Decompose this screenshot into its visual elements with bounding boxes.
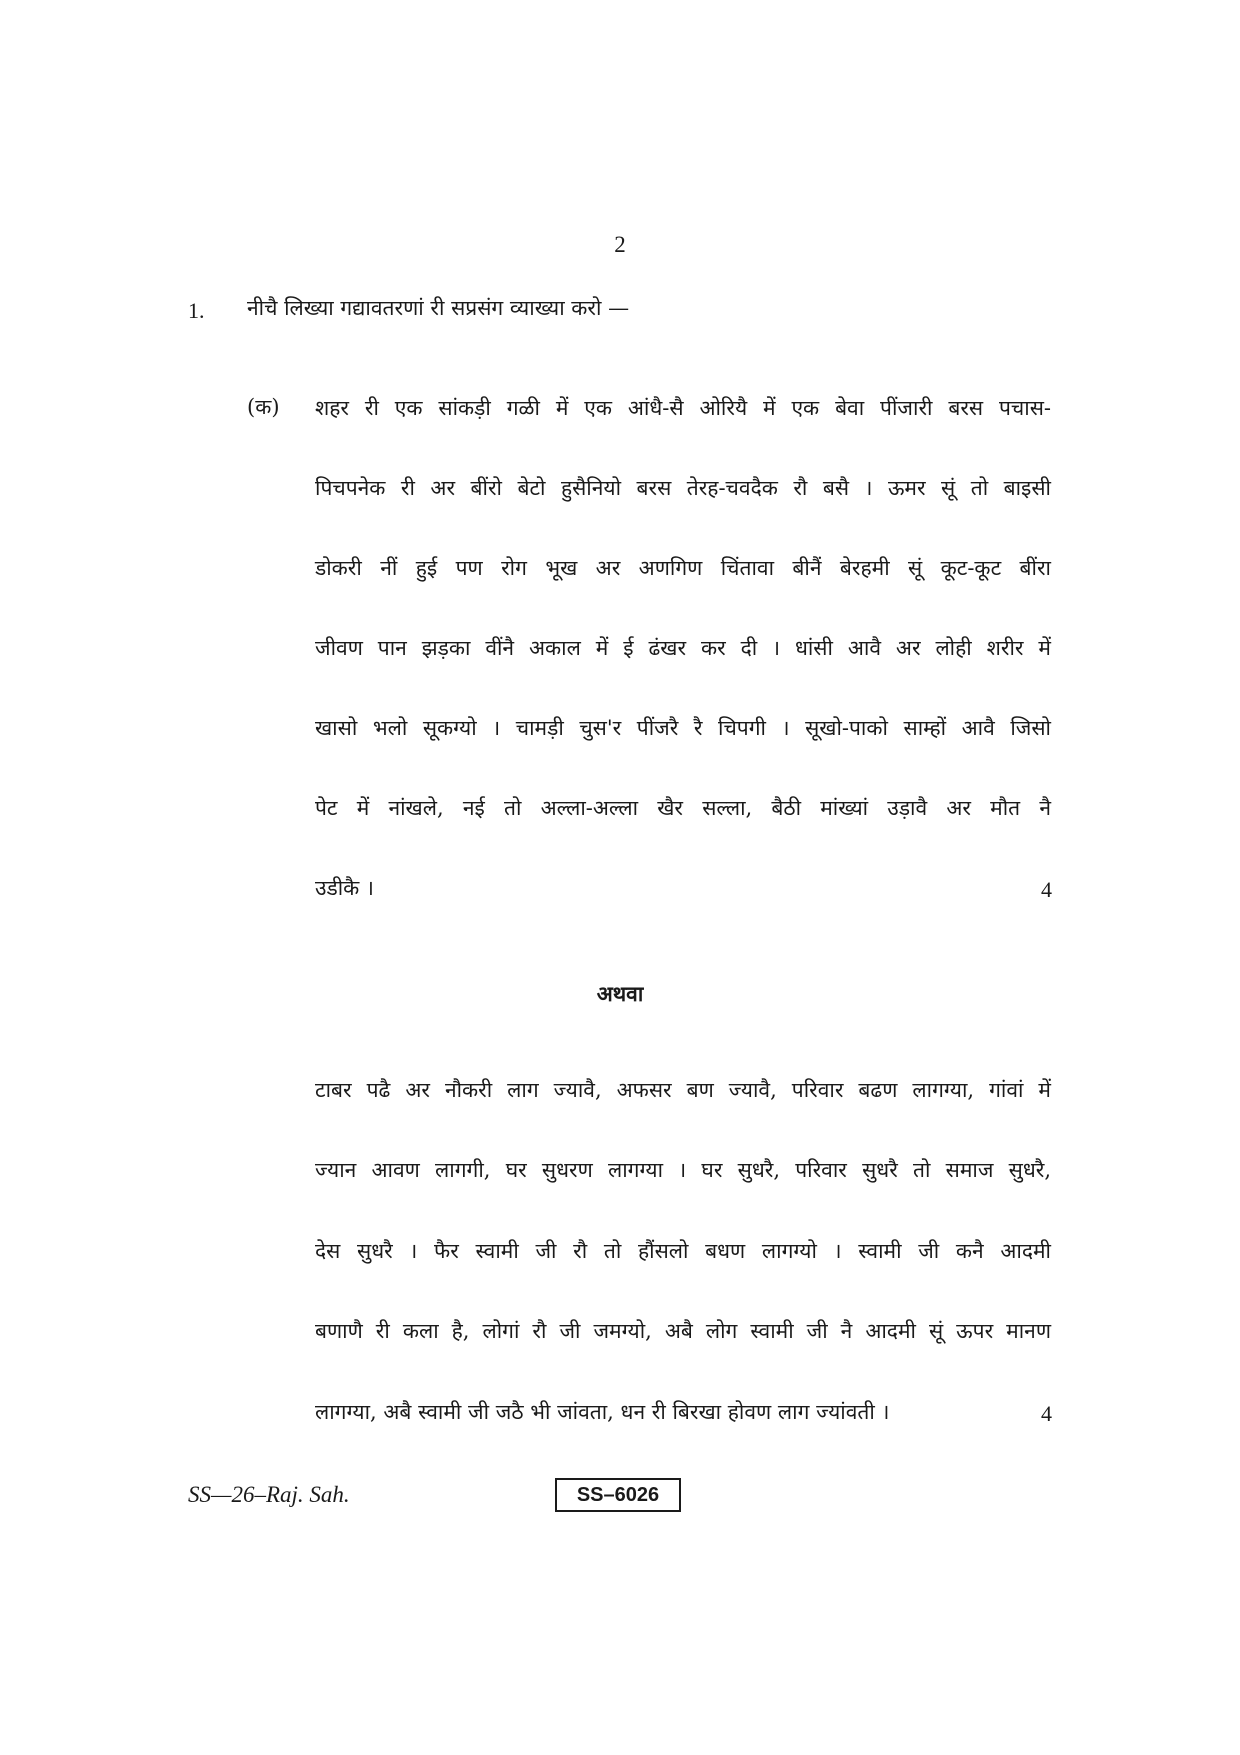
passage-b-line: ज्यान आवण लागगी, घर सुधरण लागग्या । घर सुधरै, परिवार सुधरै तो समाज सुधरै,	[315, 1158, 1051, 1182]
part-a-label: (क)	[247, 395, 280, 419]
paper-code-box: SS–6026	[555, 1478, 681, 1512]
passage-a-line: खासो भलो सूकग्यो । चामड़ी चुस'र पींजरै रै चिपगी । सूखो-पाको साम्हों आवै जिसो	[315, 716, 1051, 740]
passage-b-line: टाबर पढै अर नौकरी लाग ज्यावै, अफसर बण ज्यावै, परिवार बढण लागग्या, गांवां में	[315, 1078, 1051, 1102]
passage-a-line: डोकरी नीं हुई पण रोग भूख अर अणगिण चिंतावा बीनैं बेरहमी सूं कूट-कूट बींरा	[315, 556, 1051, 580]
passage-b-line: लागग्या, अबै स्वामी जी जठै भी जांवता, धन री बिरखा होवण लाग ज्यांवती ।	[315, 1400, 890, 1424]
passage-a-line: जीवण पान झड़का वींनै अकाल में ई ढंखर कर दी । धांसी आवै अर लोही शरीर में	[315, 636, 1051, 660]
passage-a-line: उडीकै ।	[315, 876, 374, 900]
passage-b-line: देस सुधरै । फैर स्वामी जी रौ तो हौंसलो बधण लागग्यो । स्वामी जी कनै आदमी	[315, 1239, 1051, 1263]
passage-a-line: शहर री एक सांकड़ी गळी में एक आंधै-सै ओरियै में एक बेवा पींजारी बरस पचास-	[315, 396, 1051, 420]
question-instruction: नीचै लिख्या गद्यावतरणां री सप्रसंग व्याख्या करो —	[247, 296, 630, 320]
page-number: 2	[614, 232, 626, 257]
or-heading: अथवा	[596, 981, 644, 1006]
passage-b-line: बणाणै री कला है, लोगां रौ जी जमग्यो, अबै लोग स्वामी जी नै आदमी सूं ऊपर मानण	[315, 1319, 1051, 1343]
paper-reference: SS—26–Raj. Sah.	[188, 1482, 350, 1507]
passage-a-line: पिचपनेक री अर बींरो बेटो हुसैनियो बरस तेरह-चवदैक रौ बसै । ऊमर सूं तो बाइसी	[315, 476, 1051, 500]
passage-a-line: पेट में नांखले, नई तो अल्ला-अल्ला खैर सल्ला, बैठी मांख्यां उड़ावै अर मौत नै	[315, 796, 1051, 820]
part-a-marks: 4	[1041, 877, 1052, 902]
question-number: 1.	[188, 298, 205, 323]
part-b-marks: 4	[1041, 1401, 1052, 1426]
